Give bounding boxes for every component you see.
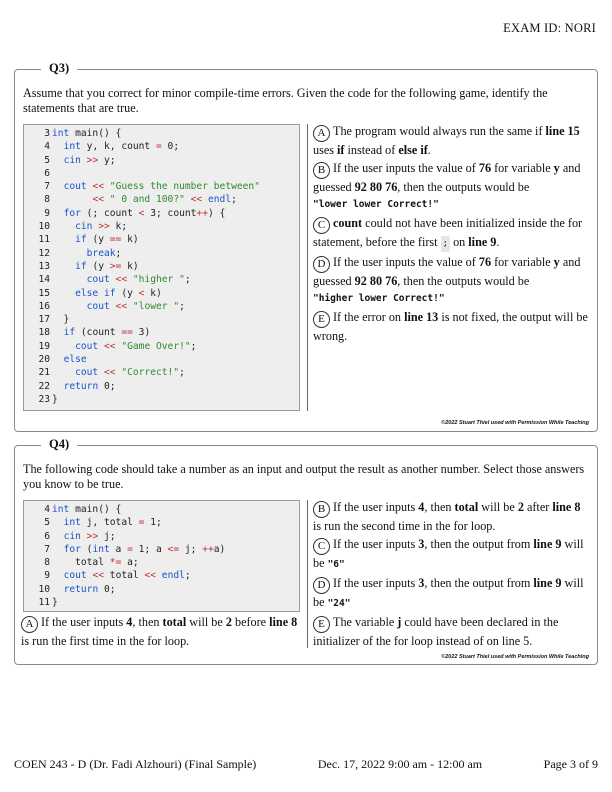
question-4-divider: [307, 500, 308, 648]
code-line: [24, 260, 299, 273]
line-number: 22: [38, 380, 50, 392]
code-text: int main() {: [52, 128, 122, 139]
code-line: [24, 300, 299, 313]
output-code: "24": [327, 598, 351, 609]
output-code: "higher lower Correct!": [313, 293, 445, 304]
code-line: [24, 154, 299, 167]
line-number: 9: [44, 570, 50, 582]
line-number: 16: [38, 300, 50, 312]
code-text: for (int a = 1; a <= j; ++a): [63, 543, 226, 555]
question-4-credit: ©2022 Stuart Thiel used with Permission While Teaching: [441, 654, 589, 660]
code-text: cout << "Guess the number between": [63, 181, 260, 193]
question-4-answers: [313, 499, 591, 651]
line-number: 11: [38, 597, 50, 609]
code-text: }: [52, 597, 58, 609]
semicolon-code: ;: [441, 236, 450, 252]
code-line: [24, 503, 299, 516]
code-text: cin >> j;: [63, 530, 116, 542]
code-text: break;: [86, 247, 122, 259]
line-number: 10: [38, 221, 50, 233]
code-line: [24, 247, 299, 260]
answer-option-q3-a[interactable]: A The program would always run the same if line 15 uses if instead of else if.: [313, 124, 580, 157]
option-badge: C: [313, 538, 330, 555]
code-text: cout << "Correct!";: [75, 367, 185, 379]
code-line: [24, 220, 299, 233]
code-line: [24, 273, 299, 286]
output-code: "6": [327, 559, 345, 570]
code-line: [24, 556, 299, 569]
question-3-divider: [307, 124, 308, 411]
footer-page: Page 3 of 9: [543, 757, 598, 771]
question-4-prompt: The following code should take a number as an input and output the result as another number. Select those answers you know to be true.: [23, 462, 585, 491]
code-line: [24, 569, 299, 582]
line-number: 7: [44, 543, 50, 555]
code-line: [24, 380, 299, 393]
code-line: [24, 596, 299, 609]
code-line: [24, 127, 299, 140]
code-text: return 0;: [63, 583, 116, 595]
question-3-label: Q3): [41, 61, 77, 76]
question-3-credit: ©2022 Stuart Thiel used with Permission While Teaching: [441, 420, 589, 426]
line-number: 10: [38, 583, 50, 595]
code-text: total *= a;: [52, 557, 139, 569]
option-badge: A: [313, 125, 330, 142]
code-text: cout << "higher ";: [86, 274, 191, 286]
code-text: if (y == k): [75, 234, 139, 246]
code-line: [24, 207, 299, 220]
output-code: "lower lower Correct!": [313, 199, 439, 210]
line-number: 6: [44, 167, 50, 179]
code-text: }: [52, 314, 70, 326]
line-number: 20: [38, 354, 50, 366]
code-line: [24, 167, 299, 180]
code-text: if (count == 3): [63, 327, 151, 339]
code-line: [24, 366, 299, 379]
line-number: 14: [38, 274, 50, 286]
code-line: [24, 180, 299, 193]
code-line: [24, 583, 299, 596]
line-number: 4: [44, 141, 50, 153]
answer-option-q4-a[interactable]: A If the user inputs 4, then total will be 2 before line 8 is run the first time in the for loop.: [21, 615, 298, 648]
line-number: 11: [38, 234, 50, 246]
answer-option-q4-d[interactable]: D If the user inputs 3, then the output from line 9 will be "24": [313, 576, 584, 609]
line-number: 19: [38, 340, 50, 352]
code-text: int main() {: [52, 504, 122, 515]
code-line: [24, 313, 299, 326]
code-line: [24, 287, 299, 300]
code-line: [24, 516, 299, 529]
page-footer: [14, 757, 598, 772]
option-badge: C: [313, 217, 330, 234]
line-number: 23: [38, 393, 50, 405]
code-text: else if (y < k): [75, 287, 162, 299]
question-4-code-block: [23, 500, 300, 612]
line-number: 8: [44, 557, 50, 569]
option-badge: D: [313, 577, 330, 594]
footer-course: COEN 243 - D (Dr. Fadi Alzhouri) (Final Sample): [14, 757, 257, 771]
code-text: cin >> k;: [75, 221, 128, 233]
code-line: [24, 530, 299, 543]
line-number: 4: [44, 504, 50, 515]
code-text: for (; count < 3; count++) {: [63, 207, 226, 219]
line-number: 7: [44, 181, 50, 193]
answer-option-q3-b[interactable]: B If the user inputs the value of 76 for variable y and guessed 92 80 76, then the outputs would be "lower lower Correct!": [313, 161, 581, 210]
question-3-code-block: [23, 124, 300, 411]
footer-date: Dec. 17, 2022 9:00 am - 12:00 am: [317, 757, 483, 771]
code-text: return 0;: [63, 380, 116, 392]
line-number: 6: [44, 530, 50, 542]
code-text: << " 0 and 100?" << endl;: [92, 194, 237, 206]
code-line: [24, 140, 299, 153]
line-number: 21: [38, 367, 50, 379]
answer-option-q3-d[interactable]: D If the user inputs the value of 76 for variable y and guessed 92 80 76, then the outputs would be "higher lower Correct!": [313, 255, 581, 304]
line-number: 12: [38, 247, 50, 259]
code-text: int y, k, count = 0;: [63, 141, 180, 153]
code-text: else: [63, 354, 87, 366]
exam-id: EXAM ID: NORI: [503, 21, 596, 35]
code-line: [24, 543, 299, 556]
question-4-label: Q4): [41, 437, 77, 452]
option-badge: E: [313, 616, 330, 633]
code-text: if (y >= k): [75, 260, 139, 272]
option-badge: B: [313, 501, 330, 518]
line-number: 3: [44, 128, 50, 139]
line-number: 15: [38, 287, 50, 299]
answer-option-q3-e[interactable]: E If the error on line 13 is not fixed, the output will be wrong.: [313, 310, 588, 343]
answer-option-q4-b[interactable]: B If the user inputs 4, then total will be 2 after line 8 is run the second time in the for loop.: [313, 500, 581, 533]
option-badge: E: [313, 311, 330, 328]
line-number: 17: [38, 314, 50, 326]
code-line: [24, 233, 299, 246]
code-text: cout << "lower ";: [86, 300, 185, 312]
question-3-box: [14, 61, 598, 432]
code-text: }: [52, 393, 58, 405]
option-badge: A: [21, 616, 38, 633]
code-text: cout << "Game Over!";: [75, 340, 197, 352]
line-number: 8: [44, 194, 50, 206]
answer-option-q4-c[interactable]: C If the user inputs 3, then the output from line 9 will be "6": [313, 537, 584, 570]
line-number: 18: [38, 327, 50, 339]
code-text: int j, total = 1;: [63, 517, 162, 529]
line-number: 9: [44, 207, 50, 219]
code-line: [24, 340, 299, 353]
code-line: [24, 326, 299, 339]
question-3-answers: [313, 123, 591, 346]
line-number: 5: [44, 517, 50, 529]
question-3-prompt: Assume that you correct for minor compile-time errors. Given the code for the following game, identify the statements that are true.: [23, 86, 548, 115]
answer-option-q3-c[interactable]: C count could not have been initialized inside the for statement, before the first ; on line 9.: [313, 215, 591, 252]
option-badge: D: [313, 256, 330, 273]
line-number: 5: [44, 154, 50, 166]
code-text: cin >> y;: [63, 154, 116, 166]
question-4-box: [14, 437, 598, 665]
answer-option-q4-e[interactable]: E The variable j could have been declared in the initializer of the for loop instead of on line 5.: [313, 615, 559, 648]
code-line: [24, 193, 299, 206]
line-number: 13: [38, 260, 50, 272]
code-line: [24, 393, 299, 406]
code-line: [24, 353, 299, 366]
option-badge: B: [313, 162, 330, 179]
code-text: cout << total << endl;: [63, 570, 191, 582]
question-4-answer-a-area: [21, 614, 303, 651]
